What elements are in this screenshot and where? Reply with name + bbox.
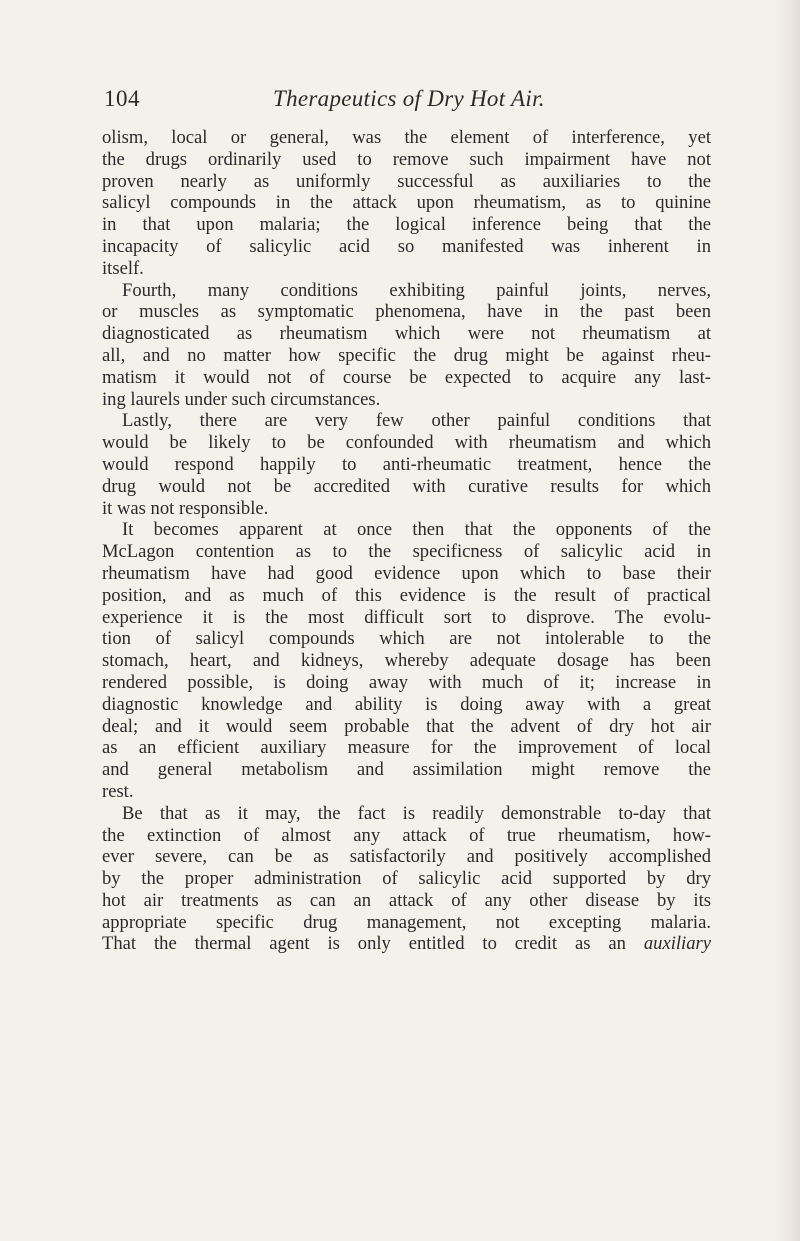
text-line bbox=[102, 301, 711, 323]
text-line-content: in that upon malaria; the logical inference being that the bbox=[102, 214, 711, 236]
text-line-content: the drugs ordinarily used to remove such impairment have not bbox=[102, 148, 711, 170]
text-line-content: olism, local or general, was the element of interference, yet bbox=[102, 127, 711, 148]
text-line bbox=[102, 171, 711, 193]
text-line-content: It becomes apparent at once then that the opponents of the bbox=[122, 519, 711, 541]
text-line-content: itself. bbox=[102, 257, 144, 279]
text-line bbox=[102, 280, 711, 302]
text-line-content: salicyl compounds in the attack upon rheumatism, as to quinine bbox=[102, 192, 711, 214]
text-line-content: rheumatism have had good evidence upon which to base their bbox=[102, 562, 711, 584]
text-line-content: tion of salicyl compounds which are not intolerable to the bbox=[102, 628, 711, 650]
text-line bbox=[102, 214, 711, 236]
text-line-content: deal; and it would seem probable that the advent of dry hot air bbox=[102, 715, 711, 737]
text-line-content: Fourth, many conditions exhibiting painful joints, nerves, bbox=[122, 279, 711, 301]
text-line bbox=[102, 912, 711, 934]
text-line bbox=[102, 694, 711, 716]
text-line bbox=[102, 149, 711, 171]
running-title: Therapeutics of Dry Hot Air. bbox=[273, 86, 545, 111]
text-line bbox=[102, 585, 711, 607]
text-line-content: would respond happily to anti-rheumatic treatment, hence the bbox=[102, 453, 711, 475]
text-line bbox=[102, 519, 711, 541]
text-line bbox=[102, 628, 711, 650]
text-line bbox=[102, 933, 711, 955]
text-line bbox=[102, 846, 711, 868]
text-line bbox=[102, 781, 711, 803]
text-line bbox=[102, 650, 711, 672]
text-line bbox=[102, 345, 711, 367]
text-line-content: diagnostic knowledge and ability is doing away with a great bbox=[102, 693, 711, 715]
text-line bbox=[102, 127, 711, 149]
body-text bbox=[102, 127, 711, 955]
text-line bbox=[102, 803, 711, 825]
text-line-content: experience it is the most difficult sort to disprove. The evolu- bbox=[102, 606, 711, 628]
text-line bbox=[102, 236, 711, 258]
text-line-content: Lastly, there are very few other painful conditions that bbox=[122, 410, 711, 432]
text-line-content: appropriate specific drug management, not excepting malaria. bbox=[102, 911, 711, 933]
text-line bbox=[102, 672, 711, 694]
text-line-content: the extinction of almost any attack of true rheumatism, how- bbox=[102, 824, 711, 846]
text-line-content: hot air treatments as can an attack of any other disease by its bbox=[102, 889, 711, 911]
text-line-content: position, and as much of this evidence is the result of practical bbox=[102, 584, 711, 606]
text-line bbox=[102, 737, 711, 759]
text-line-content: rest. bbox=[102, 780, 134, 802]
text-line-content: ing laurels under such circumstances. bbox=[102, 388, 381, 410]
text-line bbox=[102, 323, 711, 345]
text-line bbox=[102, 367, 711, 389]
italic-word: auxiliary bbox=[643, 933, 711, 955]
text-line bbox=[102, 563, 711, 585]
text-line bbox=[102, 454, 711, 476]
text-line-content: or muscles as symptomatic phenomena, have in the past been bbox=[102, 301, 711, 323]
text-line-content: stomach, heart, and kidneys, whereby adequate dosage has been bbox=[102, 650, 711, 672]
text-line bbox=[102, 541, 711, 563]
text-line-content: McLagon contention as to the specificness of salicylic acid in bbox=[102, 541, 711, 563]
text-line bbox=[102, 258, 711, 280]
text-line-content: diagnosticated as rheumatism which were not rheumatism at bbox=[102, 323, 711, 345]
text-line-content: as an efficient auxiliary measure for the improvement of local bbox=[102, 737, 711, 759]
page-edge-shadow bbox=[774, 0, 800, 1241]
text-line-content: proven nearly as uniformly successful as auxiliaries to the bbox=[102, 170, 711, 192]
text-line bbox=[102, 868, 711, 890]
text-line bbox=[102, 389, 711, 411]
text-line-content: drug would not be accredited with curative results for which bbox=[102, 475, 711, 497]
text-line-content: incapacity of salicylic acid so manifested was inherent in bbox=[102, 235, 711, 257]
text-line-content: it was not responsible. bbox=[102, 497, 269, 519]
page-header bbox=[104, 86, 704, 120]
text-line bbox=[102, 476, 711, 498]
text-line-content: That the thermal agent is only entitled to credit as an bbox=[102, 933, 644, 955]
text-line-content: by the proper administration of salicylic acid supported by dry bbox=[102, 868, 711, 890]
text-line-content: Be that as it may, the fact is readily demonstrable to-day that bbox=[122, 802, 711, 824]
text-line-content: rendered possible, is doing away with much of it; increase in bbox=[102, 671, 711, 693]
text-line-content: all, and no matter how specific the drug might be against rheu- bbox=[102, 344, 711, 366]
text-line-content: and general metabolism and assimilation might remove the bbox=[102, 759, 711, 781]
text-line-content: would be likely to be confounded with rheumatism and which bbox=[102, 432, 711, 454]
text-line-content: matism it would not of course be expected to acquire any last- bbox=[102, 366, 711, 388]
text-line bbox=[102, 498, 711, 520]
text-line bbox=[102, 432, 711, 454]
text-line bbox=[102, 192, 711, 214]
text-line bbox=[102, 759, 711, 781]
page-number: 104 bbox=[104, 86, 140, 111]
text-line bbox=[102, 825, 711, 847]
text-line bbox=[102, 607, 711, 629]
text-line bbox=[102, 410, 711, 432]
text-line bbox=[102, 716, 711, 738]
text-line-content: ever severe, can be as satisfactorily and positively accomplished bbox=[102, 846, 711, 868]
text-line bbox=[102, 890, 711, 912]
